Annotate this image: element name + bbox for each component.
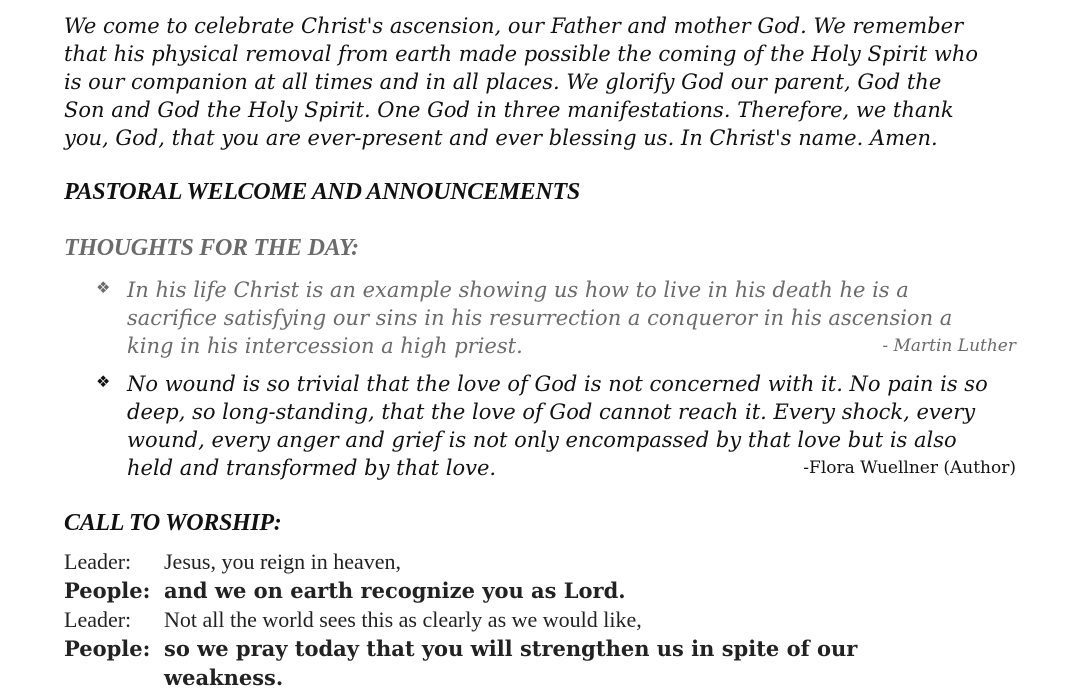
quote-attribution: - Martin Luther [882, 336, 1016, 356]
litany-line-people [64, 578, 1024, 607]
opening-prayer [64, 12, 1024, 152]
speaker-label: Leader: [64, 549, 132, 574]
litany-text: Jesus, you reign in heaven, [164, 549, 402, 574]
litany-line-leader [64, 549, 1024, 578]
quote-line: wound, every anger and grief is not only encompassed by that love but is also [127, 428, 957, 452]
prayer-line: We come to celebrate Christ's ascension, our Father and mother God. We remember [64, 14, 964, 38]
litany-text: Not all the world sees this as clearly as we would like, [164, 607, 642, 632]
quote-line: deep, so long-standing, that the love of God cannot reach it. Every shock, every [127, 400, 976, 424]
litany-line-leader [64, 607, 1024, 636]
quote-line: In his life Christ is an example showing us how to live in his death he is a [127, 278, 909, 302]
litany-line-continuation [64, 665, 1024, 694]
speaker-label: Leader: [64, 607, 132, 632]
quote-attribution: -Flora Wuellner (Author) [803, 458, 1016, 478]
call-to-worship-heading: CALL TO WORSHIP: [64, 510, 282, 536]
litany-text: so we pray today that you will strengthen us in spite of our [164, 636, 858, 661]
litany-text: weakness. [164, 665, 284, 690]
diamond-bullet-icon: ❖ [96, 278, 111, 297]
speaker-label: People: [64, 636, 151, 661]
litany-line-people [64, 636, 1024, 665]
quote-line: held and transformed by that love. [127, 456, 497, 480]
quote-flora-wuellner [96, 370, 1026, 484]
prayer-line: Son and God the Holy Spirit. One God in three manifestations. Therefore, we thank [64, 98, 954, 122]
quote-line: No wound is so trivial that the love of God is not concerned with it. No pain is so [127, 372, 988, 396]
speaker-label: People: [64, 578, 151, 603]
litany-text: and we on earth recognize you as Lord. [164, 578, 626, 603]
thoughts-heading: THOUGHTS FOR THE DAY: [64, 235, 359, 261]
quote-line: king in his intercession a high priest. [127, 334, 523, 358]
prayer-line: that his physical removal from earth made possible the coming of the Holy Spirit who [64, 42, 979, 66]
call-to-worship-litany [64, 549, 1024, 694]
pastoral-welcome-heading: PASTORAL WELCOME AND ANNOUNCEMENTS [64, 179, 580, 205]
quote-line: sacrifice satisfying our sins in his resurrection a conqueror in his ascension a [127, 306, 953, 330]
prayer-line: is our companion at all times and in all places. We glorify God our parent, God the [64, 70, 942, 94]
diamond-bullet-icon: ❖ [96, 372, 111, 391]
prayer-line: you, God, that you are ever-present and ever blessing us. In Christ's name. Amen. [64, 126, 938, 150]
quote-martin-luther [96, 276, 1026, 362]
